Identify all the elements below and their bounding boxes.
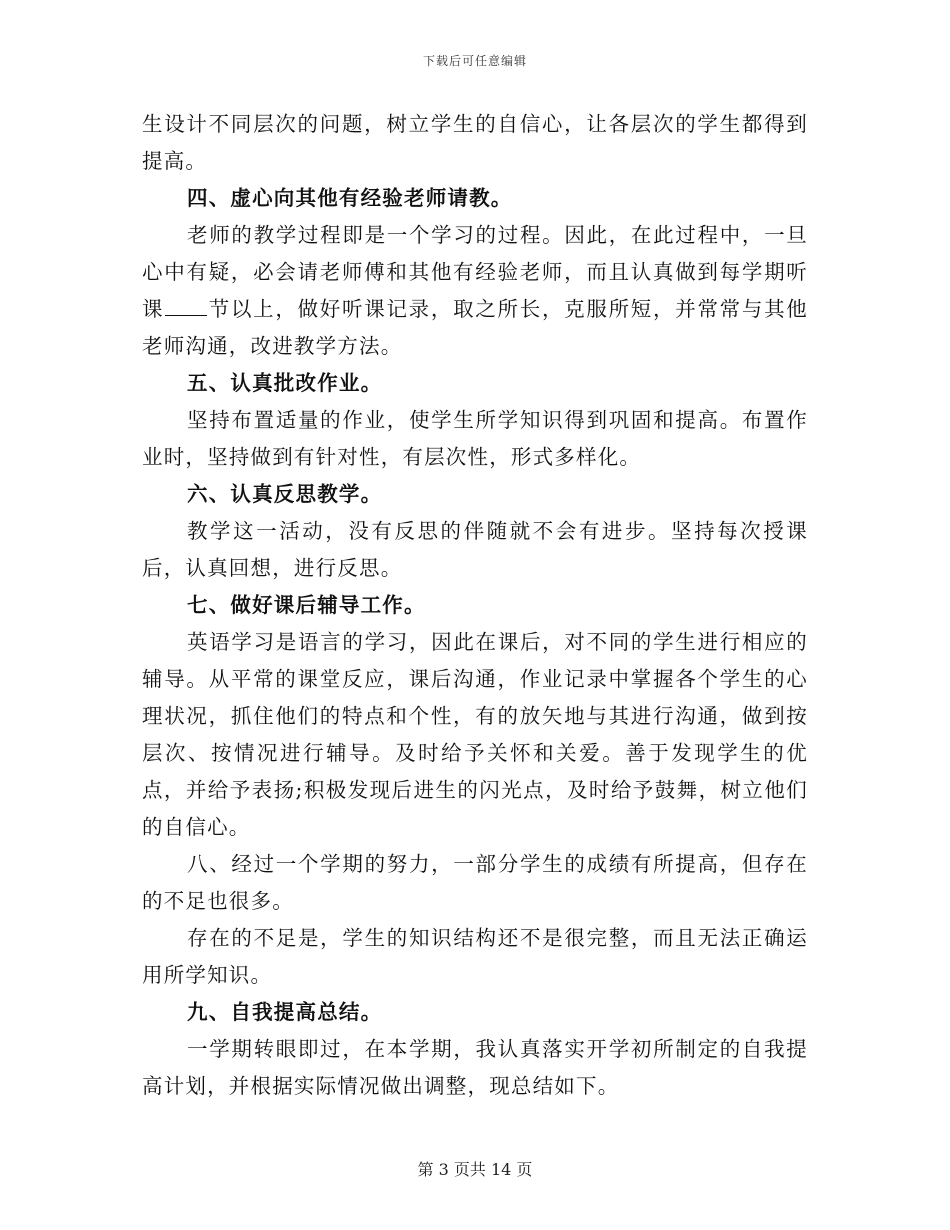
page-header-note: 下载后可任意编辑 — [422, 54, 527, 68]
paragraph-section-8: 八、经过一个学期的努力，一部分学生的成绩有所提高，但存在的不足也很多。 — [142, 852, 808, 913]
paragraph-section-9: 一学期转眼即过，在本学期，我认真落实开学初所制定的自我提高计划，并根据实际情况做出调整，现总结如下。 — [142, 1037, 808, 1098]
section-heading-5: 五、认真批改作业。 — [187, 371, 383, 395]
paragraph-section-8-shortcomings: 存在的不足是，学生的知识结构还不是很完整，而且无法正确运用所学知识。 — [142, 926, 808, 987]
paragraph-section-7: 英语学习是语言的学习，因此在课后，对不同的学生进行相应的辅导。从平常的课堂反应，课后沟通，作业记录中掌握各个学生的心理状况，抓住他们的特点和个性，有的放矢地与其进行沟通，做到按层次、按情况进行辅导。及时给予关怀和关爱。善于发现学生的优点，并给予表扬;积极发现后进生的闪光点，及时给予鼓舞，树立他们的自信心。 — [142, 630, 808, 839]
section-heading-6: 六、认真反思教学。 — [187, 482, 383, 506]
paragraph-section-5: 坚持布置适量的作业，使学生所学知识得到巩固和提高。布置作业时，坚持做到有针对性，有层次性，形式多样化。 — [142, 408, 808, 469]
paragraph-section-4-part1: 老师的教学过程即是一个学习的过程。因此，在此过程中，一旦心中有疑，必会请老师傅和其他有经验老师，而且认真做到每学期听课 — [142, 223, 808, 321]
paragraph-section-4-part2: 节以上，做好听课记录，取之所长，克服所短，并常常与其他老师沟通，改进教学方法。 — [142, 297, 808, 358]
paragraph-continued: 生设计不同层次的问题，树立学生的自信心，让各层次的学生都得到提高。 — [142, 112, 808, 173]
fill-in-blank — [165, 295, 207, 316]
document-body — [142, 106, 808, 1105]
section-heading-7: 七、做好课后辅导工作。 — [187, 593, 426, 617]
paragraph-section-6: 教学这一活动，没有反思的伴随就不会有进步。坚持每次授课后，认真回想，进行反思。 — [142, 519, 808, 580]
section-heading-9: 九、自我提高总结。 — [187, 1000, 383, 1024]
paragraph-section-4 — [142, 217, 808, 365]
page-number-footer: 第 3 页共 14 页 — [417, 1160, 533, 1179]
section-heading-4: 四、虚心向其他有经验老师请教。 — [187, 186, 513, 210]
